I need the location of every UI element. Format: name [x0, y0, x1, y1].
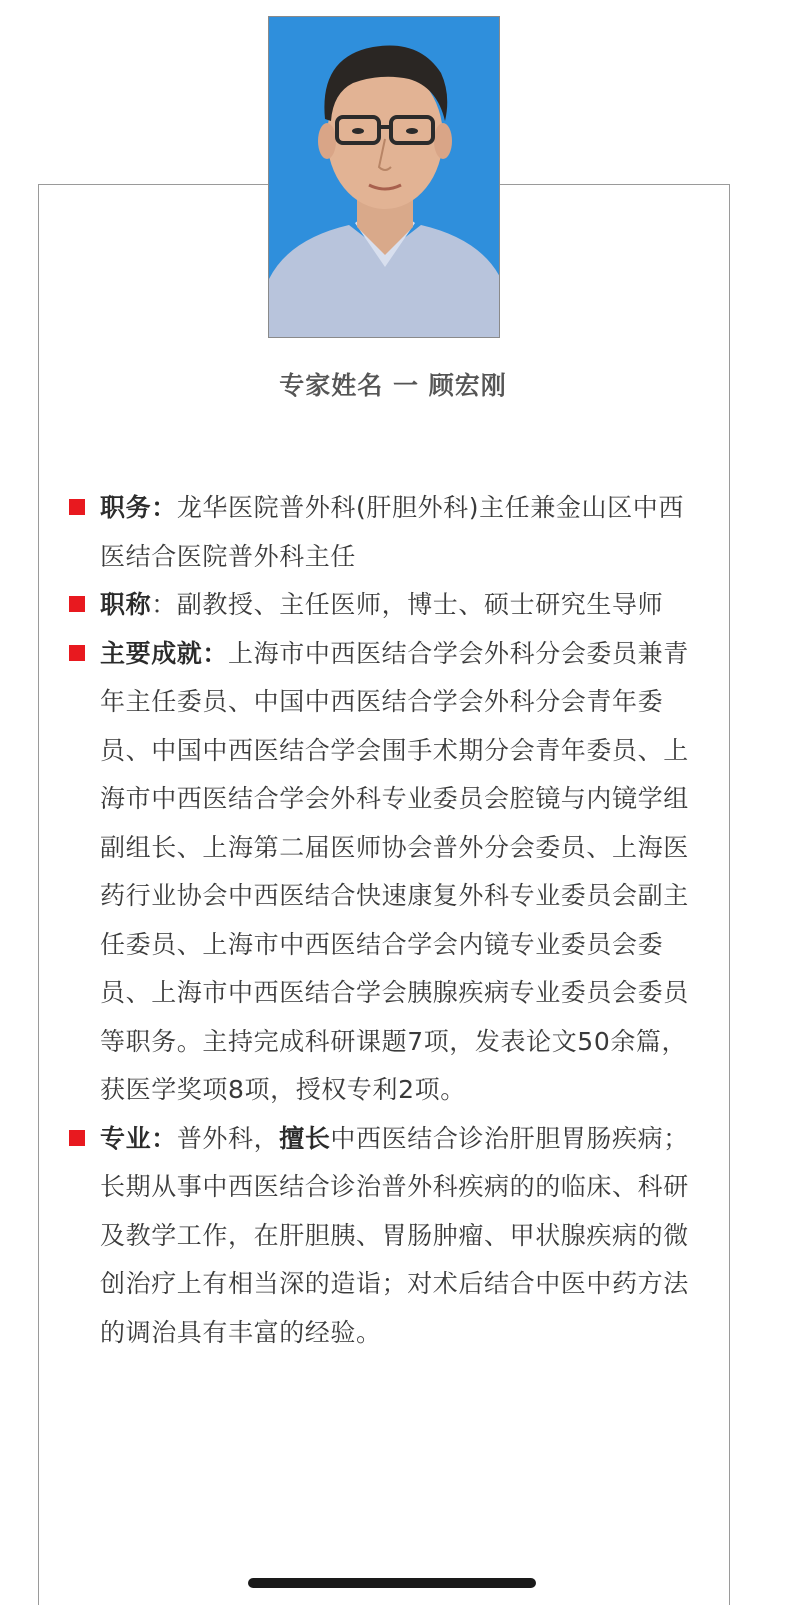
entry-title [100, 581, 700, 630]
entry-text: 上海市中西医结合学会外科分会委员兼青年主任委员、中国中西医结合学会外科分会青年委员、中国中西医结合学会围手术期分会青年委员、上海市中西医结合学会外科专业委员会腔镜与内镜学组副组长、上海第二届医师协会普外分会委员、上海医药行业协会中西医结合快速康复外科专业委员会副主任委员、上海市中西医结合学会内镜专业委员会委员、上海市中西医结合学会胰腺疾病专业委员会委员等职务。主持完成科研课题7项，发表论文50余篇，获医学奖项8项，授权专利2项。 [100, 638, 689, 1104]
entry-specialty [100, 1115, 700, 1358]
entry-label: 职务： [100, 493, 177, 522]
red-square-bullet-icon [69, 645, 85, 661]
expert-photo [268, 16, 500, 338]
entry-label: 职称 [100, 590, 152, 619]
entry-position [100, 484, 700, 581]
entry-text: 普外科， [176, 1123, 280, 1153]
entry-label: 主要成就： [100, 638, 229, 668]
entry-text: ：副教授、主任医师，博士、硕士研究生导师 [151, 590, 664, 619]
profile-entries [100, 484, 700, 1357]
expert-name-line: 专家姓名 一 顾宏刚 [279, 371, 507, 400]
red-square-bullet-icon [69, 596, 85, 612]
red-square-bullet-icon [69, 499, 85, 515]
entry-label: 专业： [100, 1123, 177, 1153]
entry-achievements [100, 630, 700, 1115]
entry-text: 龙华医院普外科(肝胆外科)主任兼金山区中西医结合医院普外科主任 [100, 493, 684, 571]
entry-text: 中西医结合诊治肝胆胃肠疾病；长期从事中西医结合诊治普外科疾病的的临床、科研及教学工作，在肝胆胰、胃肠肿瘤、甲状腺疾病的微创治疗上有相当深的造诣；对术后结合中医中药方法的调治具有丰富的经验。 [100, 1123, 689, 1347]
entry-emphasis: 擅长 [279, 1123, 331, 1153]
red-square-bullet-icon [69, 1130, 85, 1146]
home-indicator[interactable] [248, 1578, 536, 1588]
